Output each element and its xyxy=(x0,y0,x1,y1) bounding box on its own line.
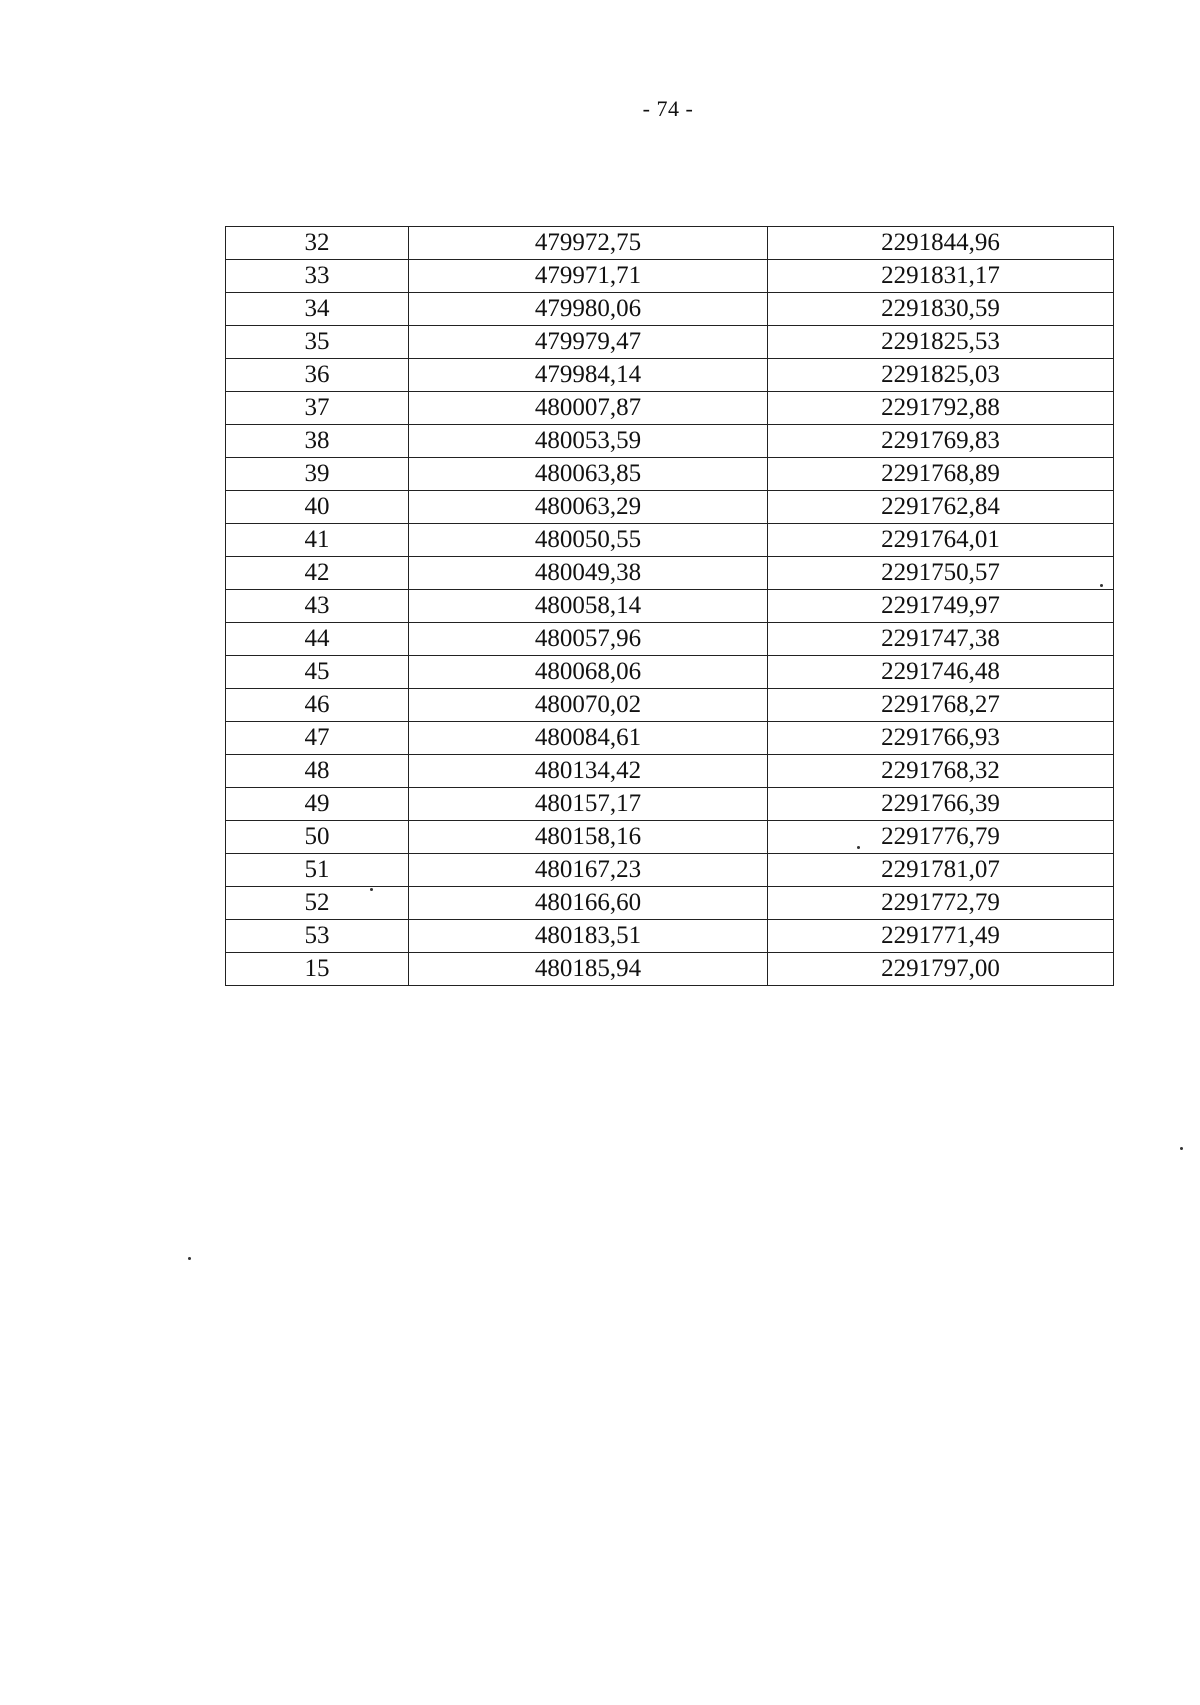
x-coordinate-cell: 480084,61 xyxy=(409,722,768,755)
table-row xyxy=(226,656,1114,689)
x-coordinate-cell: 480063,29 xyxy=(409,491,768,524)
point-number-cell: 53 xyxy=(226,920,409,953)
x-coordinate-cell: 480158,16 xyxy=(409,821,768,854)
table-row xyxy=(226,557,1114,590)
y-coordinate-cell: 2291749,97 xyxy=(768,590,1114,623)
y-coordinate-cell: 2291766,39 xyxy=(768,788,1114,821)
table-row xyxy=(226,623,1114,656)
scan-speck xyxy=(1100,584,1103,587)
y-coordinate-cell: 2291769,83 xyxy=(768,425,1114,458)
table-row xyxy=(226,425,1114,458)
y-coordinate-cell: 2291762,84 xyxy=(768,491,1114,524)
point-number-cell: 38 xyxy=(226,425,409,458)
table-row xyxy=(226,260,1114,293)
y-coordinate-cell: 2291831,17 xyxy=(768,260,1114,293)
y-coordinate-cell: 2291792,88 xyxy=(768,392,1114,425)
x-coordinate-cell: 480049,38 xyxy=(409,557,768,590)
table-row xyxy=(226,359,1114,392)
coordinates-table xyxy=(225,226,1114,986)
y-coordinate-cell: 2291844,96 xyxy=(768,227,1114,260)
x-coordinate-cell: 479972,75 xyxy=(409,227,768,260)
y-coordinate-cell: 2291768,32 xyxy=(768,755,1114,788)
table-row xyxy=(226,524,1114,557)
x-coordinate-cell: 480134,42 xyxy=(409,755,768,788)
point-number-cell: 42 xyxy=(226,557,409,590)
point-number-cell: 36 xyxy=(226,359,409,392)
table-row xyxy=(226,854,1114,887)
x-coordinate-cell: 479971,71 xyxy=(409,260,768,293)
x-coordinate-cell: 480068,06 xyxy=(409,656,768,689)
point-number-cell: 41 xyxy=(226,524,409,557)
table-row xyxy=(226,293,1114,326)
point-number-cell: 34 xyxy=(226,293,409,326)
x-coordinate-cell: 480058,14 xyxy=(409,590,768,623)
scan-speck xyxy=(857,846,860,849)
x-coordinate-cell: 480167,23 xyxy=(409,854,768,887)
table-row xyxy=(226,458,1114,491)
x-coordinate-cell: 480050,55 xyxy=(409,524,768,557)
table-row xyxy=(226,326,1114,359)
y-coordinate-cell: 2291750,57 xyxy=(768,557,1114,590)
y-coordinate-cell: 2291772,79 xyxy=(768,887,1114,920)
point-number-cell: 51 xyxy=(226,854,409,887)
point-number-cell: 15 xyxy=(226,953,409,986)
point-number-cell: 52 xyxy=(226,887,409,920)
x-coordinate-cell: 480007,87 xyxy=(409,392,768,425)
point-number-cell: 43 xyxy=(226,590,409,623)
point-number-cell: 48 xyxy=(226,755,409,788)
y-coordinate-cell: 2291768,89 xyxy=(768,458,1114,491)
table-row xyxy=(226,788,1114,821)
table-row xyxy=(226,887,1114,920)
table-row xyxy=(226,821,1114,854)
scan-speck xyxy=(188,1257,191,1260)
x-coordinate-cell: 480063,85 xyxy=(409,458,768,491)
y-coordinate-cell: 2291825,53 xyxy=(768,326,1114,359)
table-row xyxy=(226,755,1114,788)
x-coordinate-cell: 479979,47 xyxy=(409,326,768,359)
point-number-cell: 37 xyxy=(226,392,409,425)
y-coordinate-cell: 2291768,27 xyxy=(768,689,1114,722)
point-number-cell: 40 xyxy=(226,491,409,524)
table-row xyxy=(226,920,1114,953)
table-row xyxy=(226,722,1114,755)
point-number-cell: 33 xyxy=(226,260,409,293)
table-row xyxy=(226,689,1114,722)
x-coordinate-cell: 479980,06 xyxy=(409,293,768,326)
point-number-cell: 45 xyxy=(226,656,409,689)
y-coordinate-cell: 2291797,00 xyxy=(768,953,1114,986)
x-coordinate-cell: 479984,14 xyxy=(409,359,768,392)
page-number: - 74 - xyxy=(642,96,694,121)
table-row xyxy=(226,392,1114,425)
table-row xyxy=(226,227,1114,260)
table-row xyxy=(226,590,1114,623)
y-coordinate-cell: 2291825,03 xyxy=(768,359,1114,392)
y-coordinate-cell: 2291746,48 xyxy=(768,656,1114,689)
coordinates-table-body xyxy=(226,227,1114,986)
y-coordinate-cell: 2291747,38 xyxy=(768,623,1114,656)
x-coordinate-cell: 480070,02 xyxy=(409,689,768,722)
scan-speck xyxy=(1180,1147,1183,1150)
scan-speck xyxy=(370,888,373,891)
x-coordinate-cell: 480057,96 xyxy=(409,623,768,656)
point-number-cell: 35 xyxy=(226,326,409,359)
y-coordinate-cell: 2291766,93 xyxy=(768,722,1114,755)
y-coordinate-cell: 2291771,49 xyxy=(768,920,1114,953)
point-number-cell: 49 xyxy=(226,788,409,821)
point-number-cell: 32 xyxy=(226,227,409,260)
point-number-cell: 44 xyxy=(226,623,409,656)
table-row xyxy=(226,953,1114,986)
table-row xyxy=(226,491,1114,524)
point-number-cell: 50 xyxy=(226,821,409,854)
x-coordinate-cell: 480166,60 xyxy=(409,887,768,920)
y-coordinate-cell: 2291764,01 xyxy=(768,524,1114,557)
x-coordinate-cell: 480183,51 xyxy=(409,920,768,953)
x-coordinate-cell: 480185,94 xyxy=(409,953,768,986)
x-coordinate-cell: 480157,17 xyxy=(409,788,768,821)
x-coordinate-cell: 480053,59 xyxy=(409,425,768,458)
point-number-cell: 39 xyxy=(226,458,409,491)
y-coordinate-cell: 2291781,07 xyxy=(768,854,1114,887)
point-number-cell: 46 xyxy=(226,689,409,722)
y-coordinate-cell: 2291830,59 xyxy=(768,293,1114,326)
y-coordinate-cell: 2291776,79 xyxy=(768,821,1114,854)
point-number-cell: 47 xyxy=(226,722,409,755)
